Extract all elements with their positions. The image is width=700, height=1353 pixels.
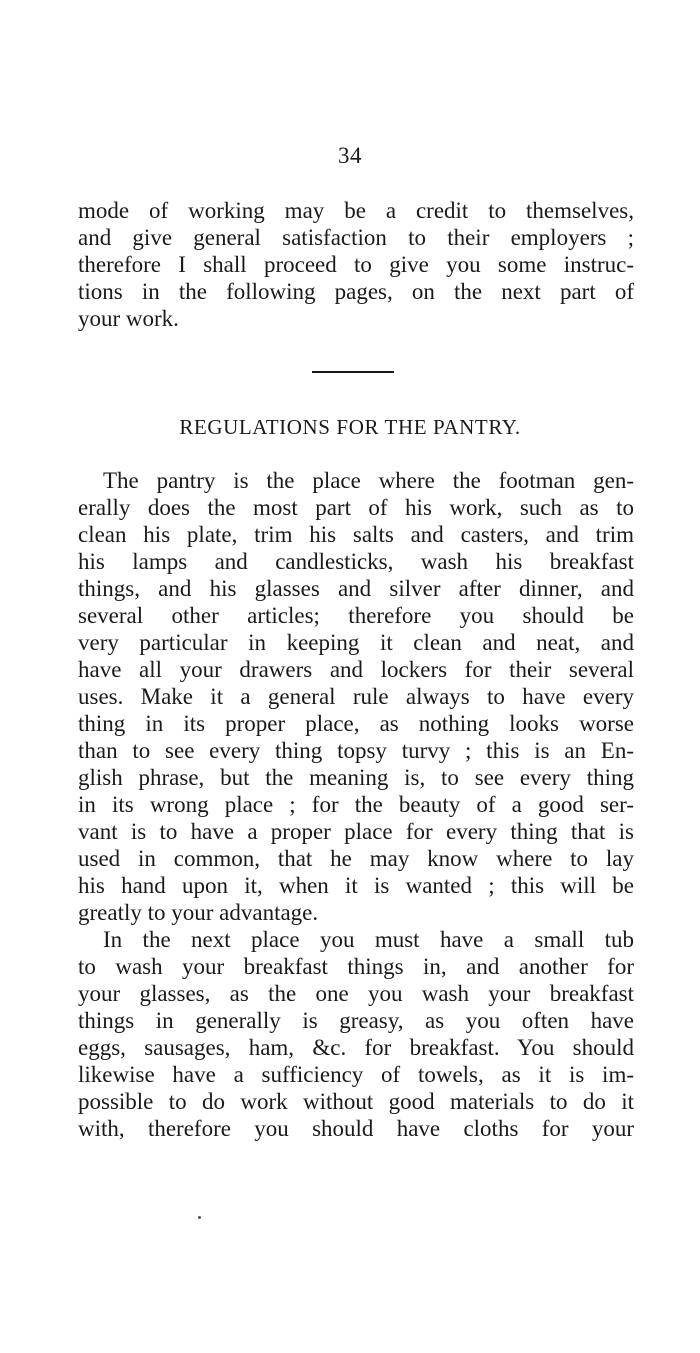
text-line: likewise have a sufficiency of towels, as it is im- bbox=[78, 1062, 634, 1087]
text-line: uses. Make it a general rule always to have every bbox=[78, 684, 634, 709]
ink-speck bbox=[198, 1216, 201, 1219]
text-line: several other articles; therefore you should be bbox=[78, 603, 634, 628]
text-line: than to see every thing topsy turvy ; this is an En- bbox=[78, 738, 634, 763]
text-line: greatly to your advantage. bbox=[78, 900, 319, 925]
text-line: to wash your breakfast things in, and another for bbox=[78, 954, 634, 979]
text-line: things, and his glasses and silver after dinner, and bbox=[78, 576, 634, 601]
text-line: things in generally is greasy, as you often have bbox=[78, 1008, 634, 1033]
text-line: his hand upon it, when it is wanted ; this will be bbox=[78, 873, 634, 898]
text-line: your work. bbox=[78, 306, 179, 331]
text-line: thing in its proper place, as nothing looks worse bbox=[78, 711, 634, 736]
text-line: with, therefore you should have cloths for your bbox=[78, 1116, 634, 1141]
text-line: therefore I shall proceed to give you some instruc- bbox=[78, 252, 634, 277]
text-line: glish phrase, but the meaning is, to see every thing bbox=[78, 765, 634, 790]
text-line: his lamps and candlesticks, wash his breakfast bbox=[78, 549, 634, 574]
text-line: The pantry is the place where the footman gen- bbox=[103, 468, 634, 493]
text-line: have all your drawers and lockers for their several bbox=[78, 657, 634, 682]
text-line: and give general satisfaction to their employers ; bbox=[78, 225, 634, 250]
text-line: mode of working may be a credit to themselves, bbox=[78, 198, 634, 223]
section-divider bbox=[312, 371, 394, 373]
text-line: eggs, sausages, ham, &c. for breakfast. You should bbox=[78, 1035, 634, 1060]
text-line: used in common, that he may know where to lay bbox=[78, 846, 634, 871]
text-line: very particular in keeping it clean and neat, and bbox=[78, 630, 634, 655]
text-line: vant is to have a proper place for every thing that is bbox=[78, 819, 634, 844]
page-number: 34 bbox=[338, 143, 362, 168]
text-line: erally does the most part of his work, such as to bbox=[78, 495, 634, 520]
text-line: tions in the following pages, on the next part of bbox=[78, 279, 634, 304]
text-line: clean his plate, trim his salts and casters, and trim bbox=[78, 522, 634, 547]
text-line: possible to do work without good materials to do it bbox=[78, 1089, 634, 1114]
text-line: your glasses, as the one you wash your breakfast bbox=[78, 981, 634, 1006]
text-line: In the next place you must have a small tub bbox=[103, 927, 634, 952]
section-heading: REGULATIONS FOR THE PANTRY. bbox=[179, 415, 521, 439]
text-line: in its wrong place ; for the beauty of a good ser- bbox=[78, 792, 634, 817]
